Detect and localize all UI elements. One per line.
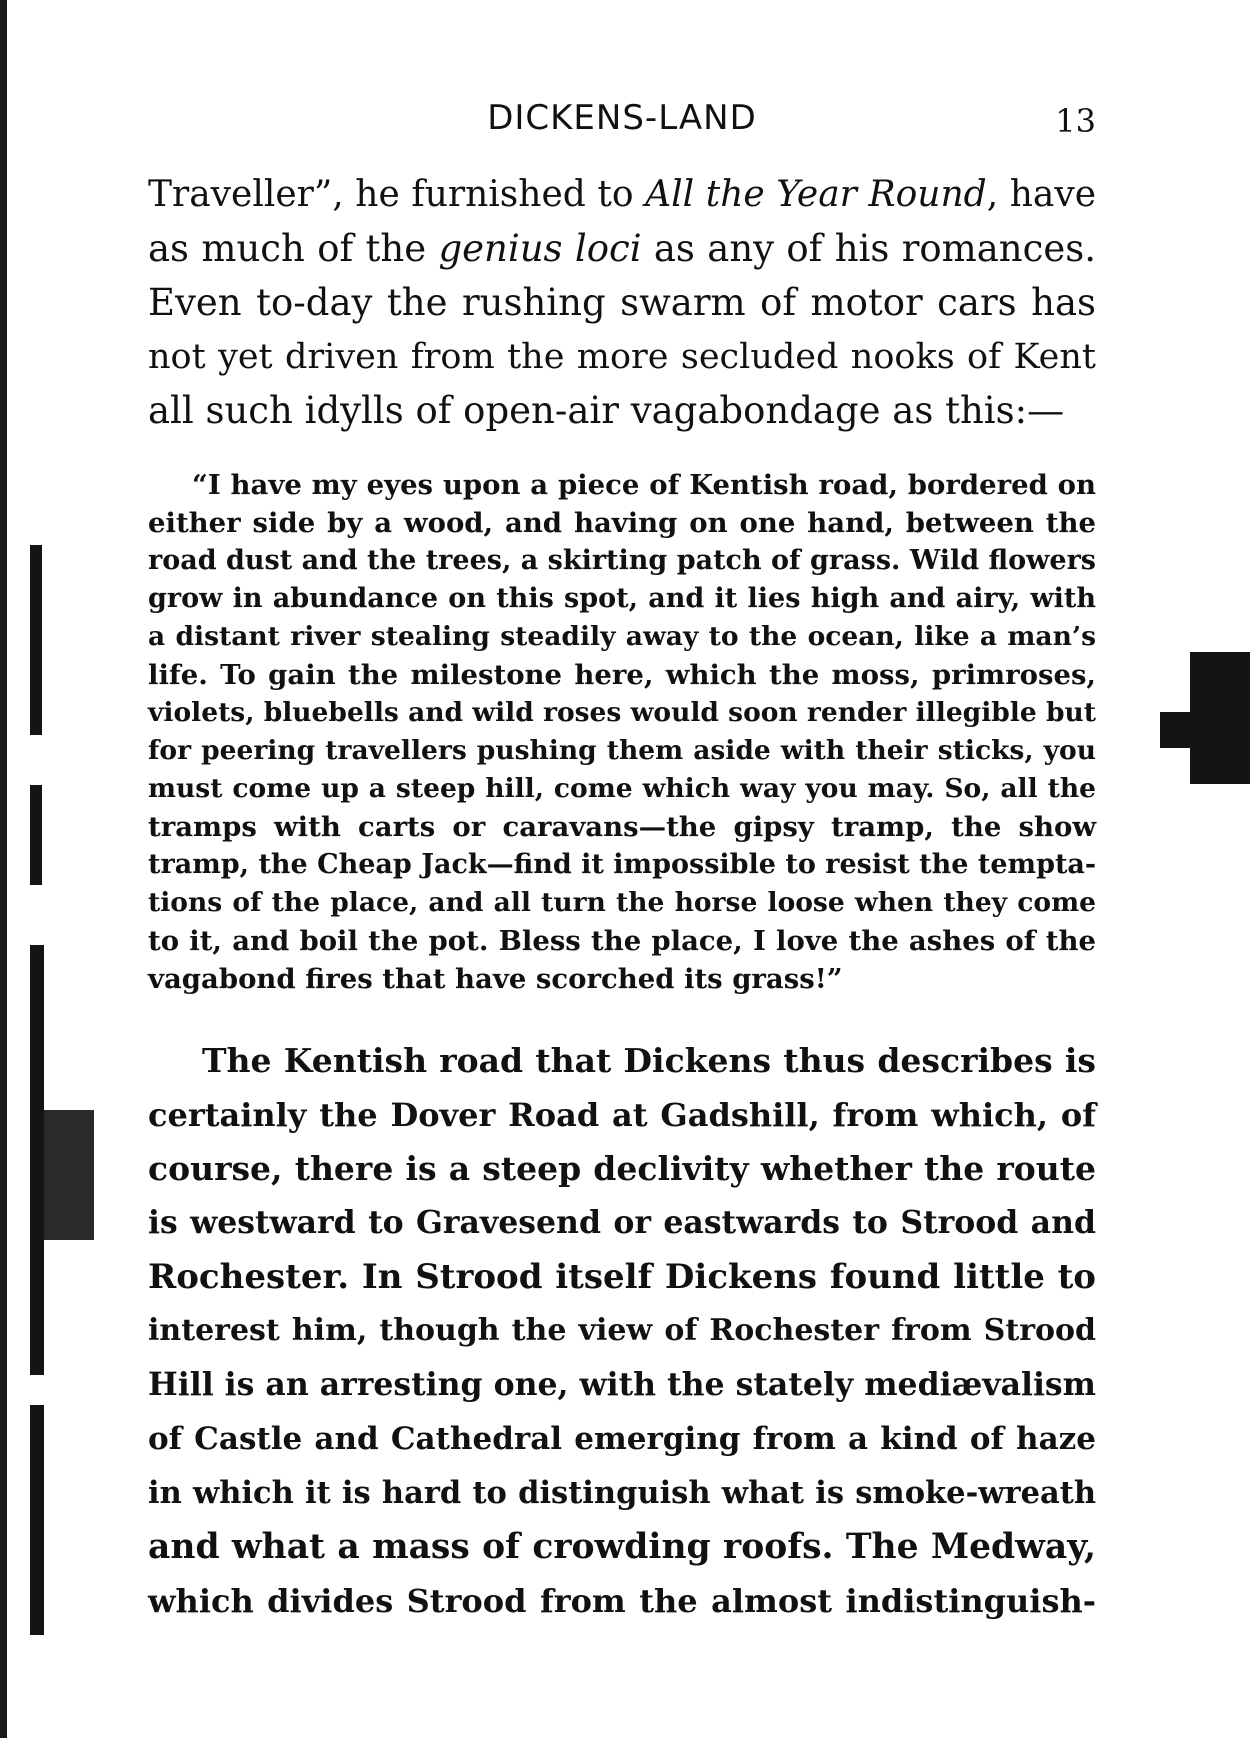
text-line: is westward to Gravesend or eastwards to Strood and: [148, 1204, 1096, 1241]
text-line: certainly the Dover Road at Gadshill, from which, of: [148, 1096, 1096, 1134]
text-line: Rochester. In Strood itself Dickens found little to: [148, 1257, 1096, 1297]
scan-edge-left: [0, 0, 7, 1738]
text-line: as much of the genius loci as any of his romances.: [148, 227, 1096, 270]
scan-blot: [30, 545, 42, 735]
scan-blot: [30, 785, 42, 885]
page-header: [148, 98, 1096, 144]
text-line: The Kentish road that Dickens thus describes is: [202, 1041, 1096, 1080]
block-quote: [148, 466, 1096, 998]
text-line: interest him, though the view of Rochester from Strood: [148, 1313, 1096, 1348]
text-line: not yet driven from the more secluded nooks of Kent: [148, 337, 1096, 377]
quote-line: either side by a wood, and having on one hand, between the: [148, 507, 1096, 539]
quote-line: road dust and the trees, a skirting patch of grass. Wild flowers: [148, 545, 1096, 576]
italic-title: All the Year Round: [645, 174, 987, 215]
quote-line: tions of the place, and all turn the horse loose when they come: [148, 887, 1096, 918]
quote-line: to it, and boil the pot. Bless the place, I love the ashes of the: [148, 925, 1096, 957]
scan-blot: [44, 1110, 94, 1240]
text-line: all such idylls of open-air vagabondage as this:—: [148, 389, 1065, 432]
paragraph-1: [148, 168, 1096, 438]
text-line: which divides Strood from the almost indistinguish-: [148, 1582, 1096, 1620]
text-line: course, there is a steep declivity whether the route: [148, 1149, 1096, 1188]
scan-blot: [30, 945, 44, 1375]
page-number: 13: [1055, 102, 1096, 140]
quote-line: for peering travellers pushing them aside with their sticks, you: [148, 735, 1096, 766]
scan-blot: [1160, 712, 1196, 748]
quote-line: violets, bluebells and wild roses would soon render illegible but: [148, 697, 1096, 728]
text-line: Traveller”, he furnished to All the Year Round, have: [148, 174, 1097, 215]
quote-line: tramp, the Cheap Jack—find it impossible to resist the tempta-: [148, 849, 1097, 880]
quote-line: “I have my eyes upon a piece of Kentish road, bordered on: [192, 469, 1096, 501]
italic-phrase: genius loci: [438, 227, 642, 270]
scan-blot: [1190, 652, 1250, 784]
text-line: and what a mass of crowding roofs. The Medway,: [148, 1527, 1096, 1567]
quote-line: grow in abundance on this spot, and it lies high and airy, with: [148, 583, 1096, 614]
quote-line: tramps with carts or caravans—the gipsy tramp, the show: [148, 811, 1096, 843]
quote-line: life. To gain the milestone here, which the moss, primroses,: [148, 659, 1096, 691]
text-line: of Castle and Cathedral emerging from a kind of haze: [148, 1421, 1096, 1457]
text-line: Even to-day the rushing swarm of motor cars has: [148, 281, 1096, 324]
scan-blot: [30, 1405, 44, 1635]
text-line: in which it is hard to distinguish what is smoke-wreath: [148, 1475, 1096, 1511]
running-head: DICKENS-LAND: [487, 98, 757, 138]
quote-line: must come up a steep hill, come which way you may. So, all the: [148, 773, 1096, 804]
text-line: Hill is an arresting one, with the stately mediævalism: [148, 1366, 1096, 1403]
paragraph-2: [148, 1034, 1096, 1628]
quote-line: vagabond fires that have scorched its grass!”: [148, 963, 843, 995]
quote-line: a distant river stealing steadily away to the ocean, like a man’s: [148, 621, 1096, 652]
